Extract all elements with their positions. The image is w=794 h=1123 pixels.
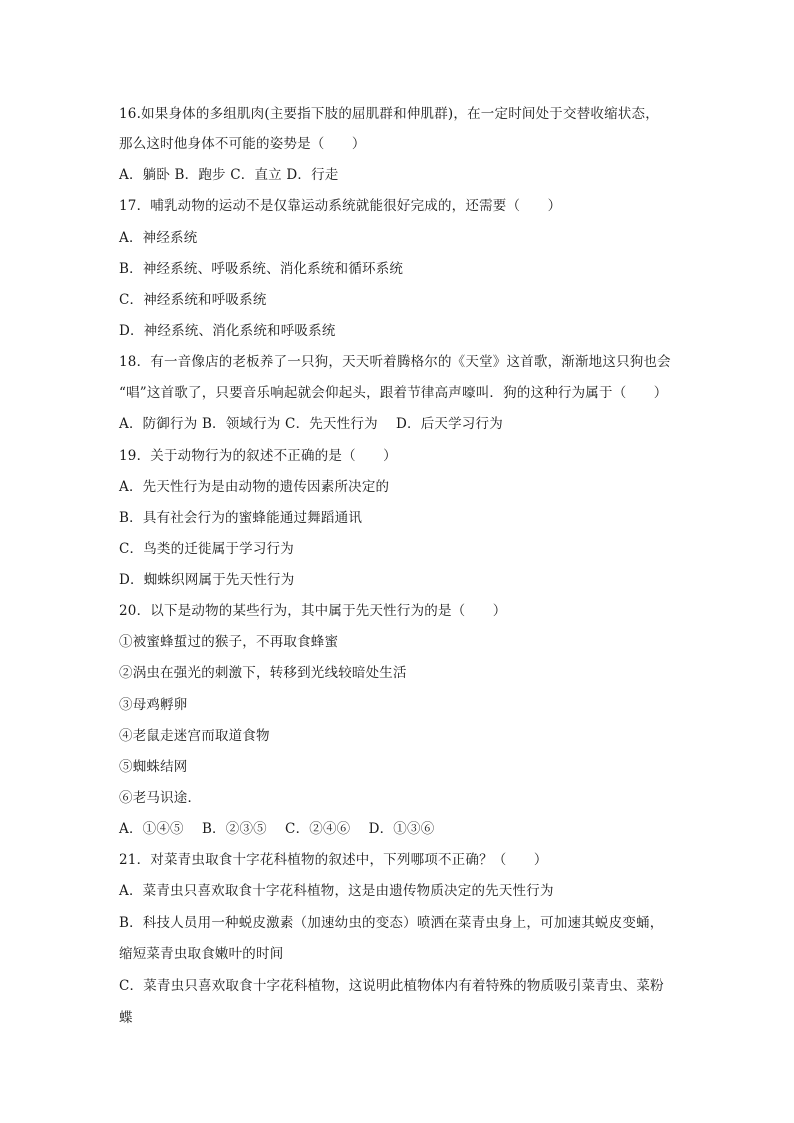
q17-option-a: A．神经系统 <box>119 230 198 246</box>
q21-stem: 21．对菜青虫取食十字花科植物的叙述中，下列哪项不正确？（ ） <box>119 852 548 868</box>
q20-item-1: ①被蜜蜂蜇过的猴子，不再取食蜂蜜 <box>119 634 339 650</box>
q16-stem-line-2: 那么这时他身体不可能的姿势是（ ） <box>119 136 366 152</box>
q20-item-6: ⑥老马识途． <box>119 790 202 806</box>
q18-stem-line-1: 18．有一音像店的老板养了一只狗，天天听着腾格尔的《天堂》这首歌，渐渐地这只狗也会 <box>119 354 671 370</box>
q21-option-c-line-2: 蝶 <box>119 1010 133 1026</box>
q21-option-b-line-1: B．科技人员用一种蜕皮激素（加速幼虫的变态）喷洒在菜青虫身上，可加速其蜕皮变蛹， <box>119 915 664 931</box>
q20-item-3: ③母鸡孵卵 <box>119 697 188 713</box>
q20-item-2: ②涡虫在强光的刺激下，转移到光线较暗处生活 <box>119 665 407 681</box>
q16-stem-line-1: 16.如果身体的多组肌肉(主要指下肢的屈肌群和伸肌群)，在一定时间处于交替收缩状态， <box>119 106 659 122</box>
q19-option-d: D．蜘蛛织网属于先天性行为 <box>119 572 295 588</box>
q17-option-c: C．神经系统和呼吸系统 <box>119 292 267 308</box>
q19-option-b: B．具有社会行为的蜜蜂能通过舞蹈通讯 <box>119 510 363 526</box>
q20-options: A．①④⑤ B．②③⑤ C．②④⑥ D．①③⑥ <box>119 821 435 837</box>
q17-stem: 17．哺乳动物的运动不是仅靠运动系统就能很好完成的，还需要（ ） <box>119 198 562 214</box>
q21-option-b-line-2: 缩短菜青虫取食嫩叶的时间 <box>119 946 284 962</box>
q20-stem: 20．以下是动物的某些行为，其中属于先天性行为的是（ ） <box>119 603 507 619</box>
q20-item-4: ④老鼠走迷宫而取道食物 <box>119 728 270 744</box>
q20-item-5: ⑤蜘蛛结网 <box>119 759 188 775</box>
q18-options: A．防御行为 B．领域行为 C．先天性行为 D．后天学习行为 <box>119 416 503 432</box>
q16-options: A．躺卧 B．跑步 C．直立 D．行走 <box>119 167 339 183</box>
q19-option-c: C．鸟类的迁徙属于学习行为 <box>119 541 294 557</box>
q21-option-a: A．菜青虫只喜欢取食十字花科植物，这是由遗传物质决定的先天性行为 <box>119 883 554 899</box>
q17-option-d: D．神经系统、消化系统和呼吸系统 <box>119 323 336 339</box>
q18-stem-line-2: “唱”这首歌了，只要音乐响起就会仰起头，跟着节律高声嚎叫．狗的这种行为属于（ ） <box>119 385 668 401</box>
q21-option-c-line-1: C．菜青虫只喜欢取食十字花科植物，这说明此植物体内有着特殊的物质吸引菜青虫、菜粉 <box>119 978 664 994</box>
q17-option-b: B．神经系统、呼吸系统、消化系统和循环系统 <box>119 261 404 277</box>
q19-stem: 19．关于动物行为的叙述不正确的是（ ） <box>119 448 397 464</box>
q19-option-a: A．先天性行为是由动物的遗传因素所决定的 <box>119 479 390 495</box>
